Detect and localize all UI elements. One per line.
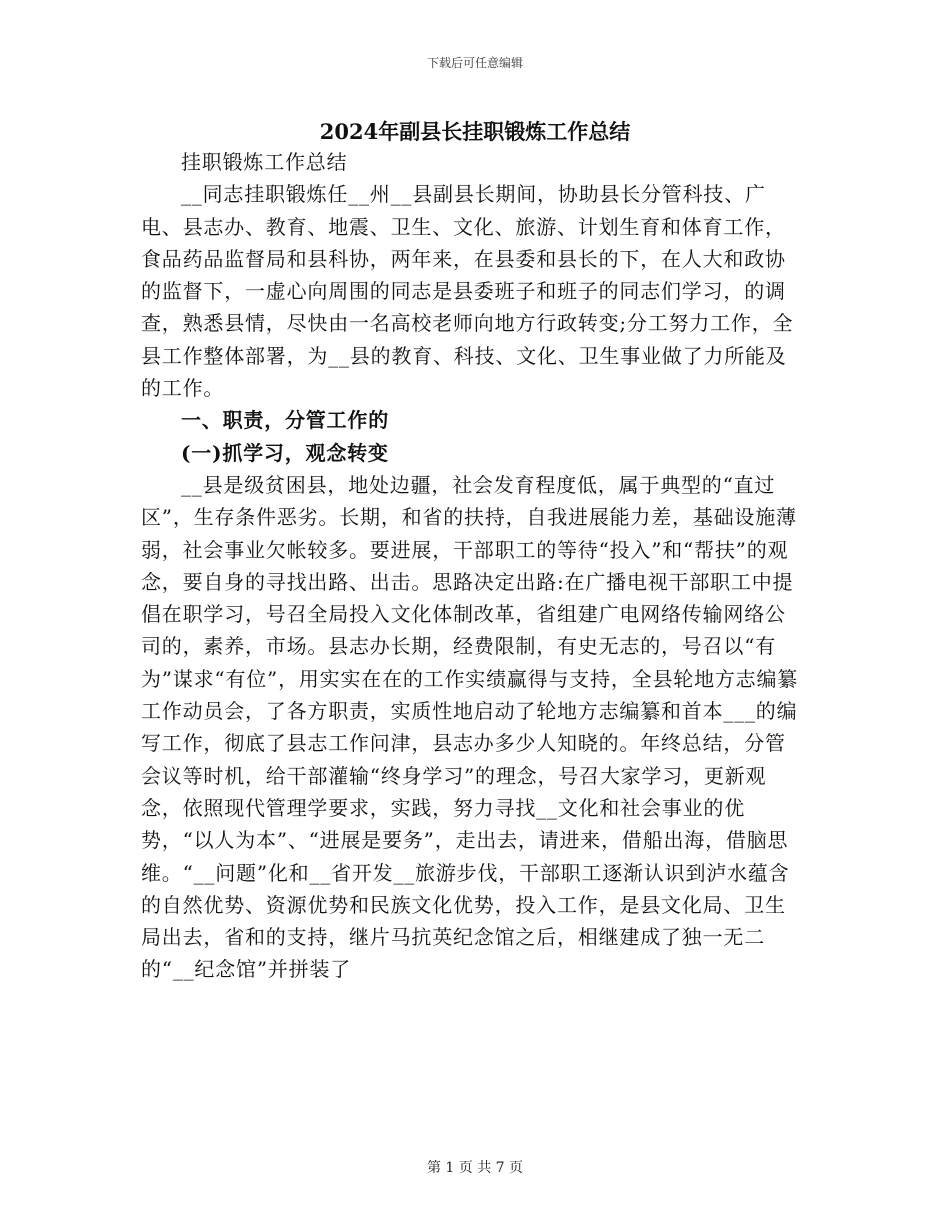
document-body [141, 146, 806, 986]
section-heading: 一、职责，分管工作的 [181, 408, 389, 433]
document-title: 2024年副县长挂职锻炼工作总结 [319, 119, 631, 144]
paragraph-intro: __同志挂职锻炼任__州__县副县长期间，协助县长分管科技、广电、县志办、教育、地震、卫生、文化、旅游、计划生育和体育工作，食品药品监督局和县科协，两年来，在县委和县长的下，在人大和政协的监督下，一虚心向周围的同志是县委班子和班子的同志们学习，的调查，熟悉县情，尽快由一名高校老师向地方行政转变;分工努力工作，全县工作整体部署，为__县的教育、科技、文化、卫生事业做了力所能及的工作。 [141, 182, 794, 401]
page-indicator: 第 1 页 共 7 页 [426, 1160, 524, 1176]
paragraph-body: __县是级贫困县，地处边疆，社会发育程度低，属于典型的“直过区”，生存条件恶劣。长期，和省的扶持，自我进展能力差，基础设施薄弱，社会事业欠帐较多。要进展，干部职工的等待“投入”和“帮扶”的观念，要自身的寻找出路、出击。思路决定出路:在广播电视干部职工中提倡在职学习，号召全局投入文化体制改革，省组建广电网络传输网络公司的，素养，市场。县志办长期，经费限制，有史无志的，号召以“有为”谋求“有位”，用实实在在的工作实绩赢得与支持，全县轮地方志编纂工作动员会，了各方职责，实质性地启动了轮地方志编纂和首本___的编写工作，彻底了县志工作问津，县志办多少人知晓的。年终总结，分管会议等时机，给干部灌输“终身学习”的理念，号召大家学习，更新观念，依照现代管理学要求，实践，努力寻找__文化和社会事业的优势，“以人为本”、“进展是要务”，走出去，请进来，借船出海，借脑思维。“__问题”化和__省开发__旅游步伐，干部职工逐渐认识到泸水蕴含的自然优势、资源优势和民族文化优势，投入工作，是县文化局、卫生局出去，省和的支持，继片马抗英纪念馆之后，相继建成了独一无二的“__纪念馆”并拼装了 [141, 472, 799, 982]
paragraph-subtitle: 挂职锻炼工作总结 [181, 150, 348, 174]
header-note: 下载后可任意编辑 [426, 56, 523, 70]
subsection-heading: (一)抓学习，观念转变 [181, 440, 389, 465]
